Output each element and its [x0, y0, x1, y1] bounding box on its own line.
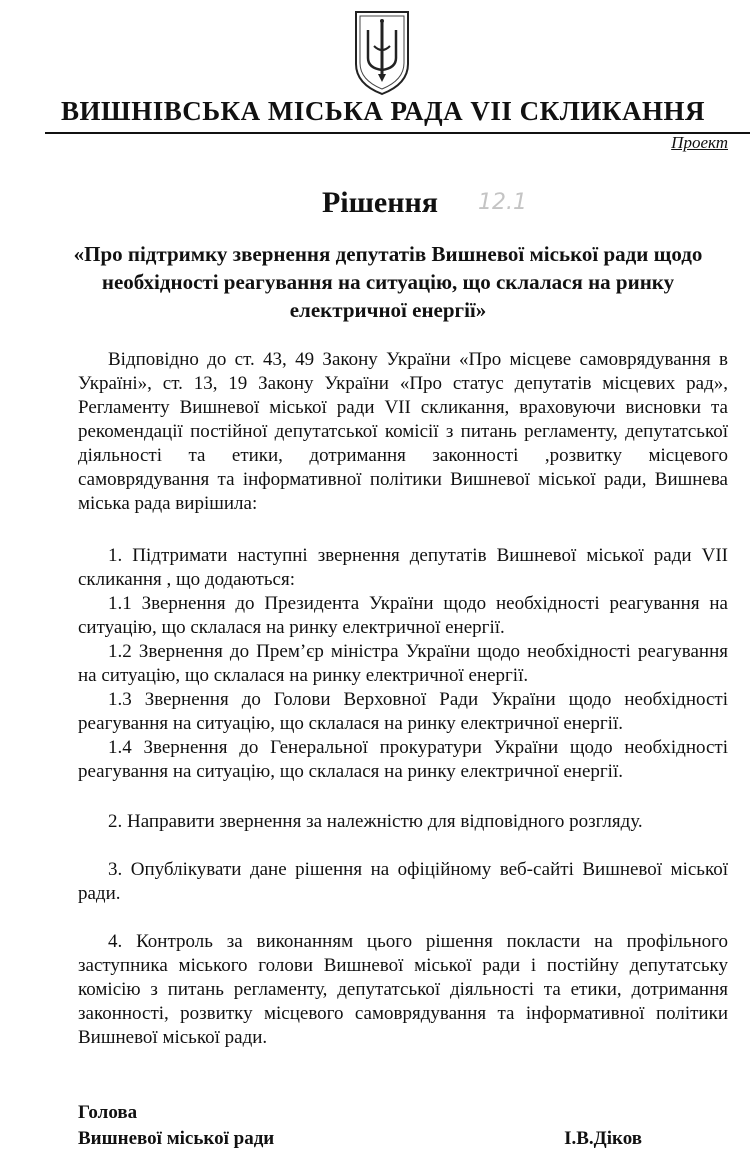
signature-position [78, 1100, 274, 1152]
decision-item-3: 3. Опублікувати дане рішення на офіційному веб-сайті Вишневої міської ради. [78, 859, 728, 904]
project-mark: Проект [671, 133, 728, 152]
trident-emblem-icon [350, 8, 414, 98]
decision-item-1-4: 1.4 Звернення до Генеральної прокуратури України щодо необхідності реагування на ситуацію, що склалася на ринку електричної енергії. [78, 737, 728, 782]
decision-item-1: 1. Підтримати наступні звернення депутатів Вишневої міської ради VІІ скликання , що додаються: [78, 545, 728, 590]
signature-position-line1: Голова [78, 1102, 138, 1123]
document-title: Рішення [321, 186, 439, 219]
council-title: ВИШНІВСЬКА МІСЬКА РАДА VІІ СКЛИКАННЯ [61, 96, 705, 126]
decision-item-2: 2. Направити звернення за належністю для відповідного розгляду. [108, 811, 643, 832]
document-subject: «Про підтримку звернення депутатів Вишневої міської ради щодо необхідності реагування на ситуацію, що склалася на ринку електричної енергії» [73, 242, 703, 322]
decision-item-1-1: 1.1 Звернення до Президента України щодо необхідності реагування на ситуацію, що склалася на ринку електричної енергії. [78, 593, 728, 638]
header-rule [45, 132, 750, 134]
basis-paragraph: Відповідно до ст. 43, 49 Закону України «Про місцеве самоврядування в Україні», ст. 13, 19 Закону України «Про статус депутатів місцевих рад», Регламенту Вишневої міської ради VІІ скликання, враховуючи висновки та рекомендації постійної депутатської комісії з питань регламенту, депутатської діяльності та етики, дотримання законності ,розвитку місцевого самоврядування та інформативної політики Вишневої міської ради, Вишнева міська рада вирішила: [78, 349, 728, 514]
signature-position-line2: Вишневої міської ради [78, 1128, 275, 1149]
decision-item-1-3: 1.3 Звернення до Голови Верховної Ради України щодо необхідності реагування на ситуацію, що склалася на ринку електричної енергії. [78, 689, 728, 734]
handwritten-number: 12.1 [478, 190, 527, 215]
decision-item-1-2: 1.2 Звернення до Прем’єр міністра України щодо необхідності реагування на ситуацію, що склалася на ринку електричної енергії. [78, 641, 728, 686]
decision-item-1-block [78, 544, 728, 784]
signature-name: І.В.Діков [564, 1128, 642, 1149]
decision-item-4: 4. Контроль за виконанням цього рішення покласти на профільного заступника міського голови Вишневої міської ради і постійну депутатську комісію з питань регламенту, депутатської діяльності та етики, дотримання законності, розвитку місцевого самоврядування та інформативної політики Вишневої міської ради. [78, 931, 728, 1048]
